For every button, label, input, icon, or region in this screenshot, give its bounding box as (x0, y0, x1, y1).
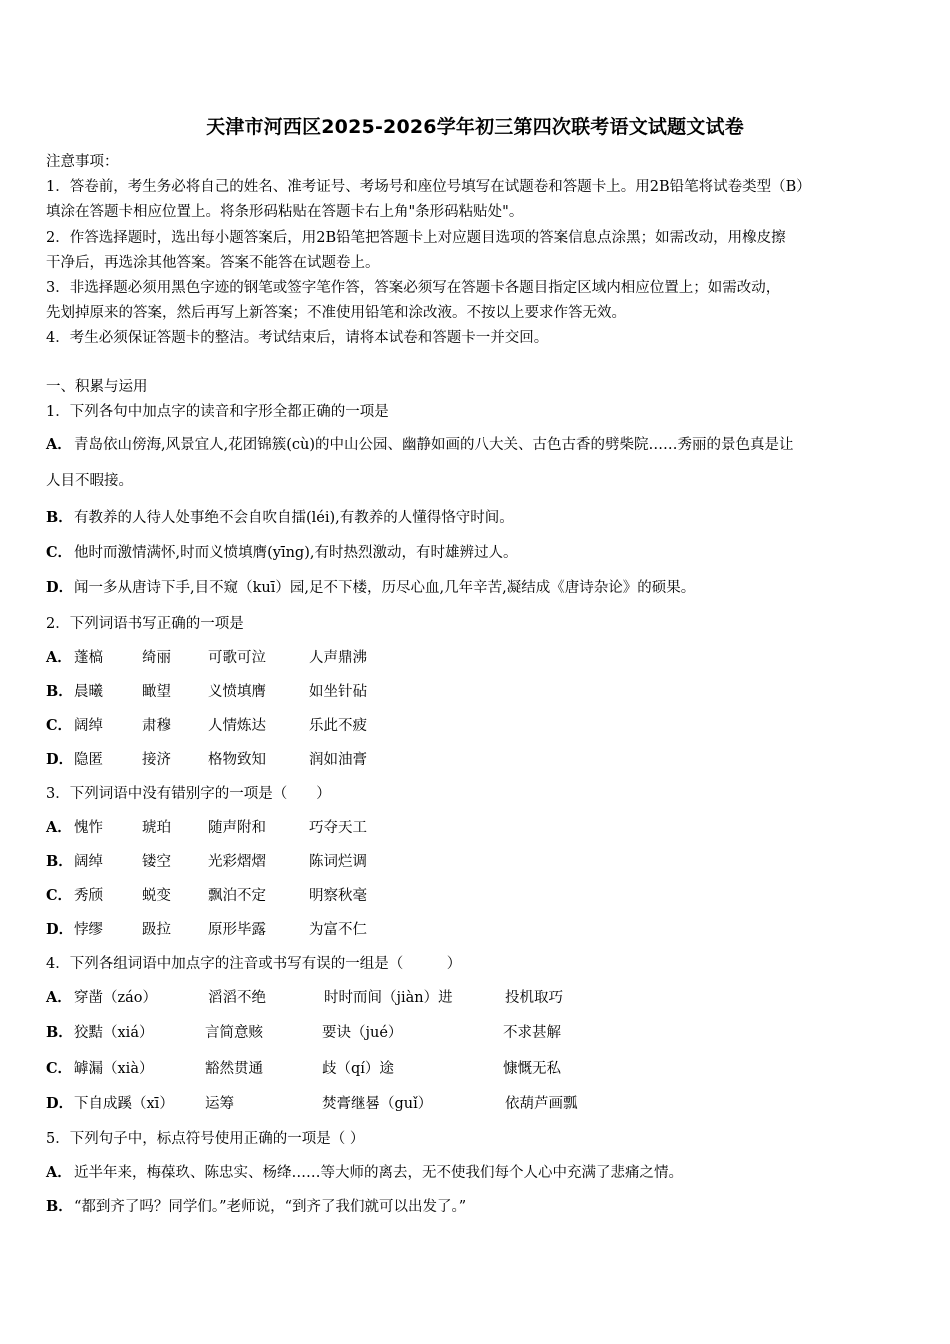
question-2-option-c (46, 716, 74, 736)
section-heading: 一、积累与运用 (46, 379, 148, 395)
notice-line: 4．考生必须保证答题卡的整洁。考试结束后，请将本试卷和答题卡一并交回。 (46, 330, 549, 346)
question-4-option-b (46, 1023, 74, 1043)
option-word: 歧（qí）途 (322, 1061, 394, 1077)
question-3-stem: 3．下列词语中没有错别字的一项是（ ） (46, 786, 331, 802)
question-3-option-b (46, 852, 74, 872)
option-label: B． (46, 683, 73, 700)
question-5-stem: 5．下列句子中，标点符号使用正确的一项是（ ） (46, 1131, 365, 1147)
option-word: 言简意赅 (205, 1025, 263, 1041)
option-label: D． (46, 921, 74, 938)
question-4-option-d (46, 1094, 74, 1114)
option-text: “都到齐了吗？同学们。”老师说，“到齐了我们就可以出发了。” (74, 1199, 467, 1215)
option-word: 悖缪 (74, 922, 103, 938)
question-1-option-c (46, 543, 517, 563)
option-word: 焚膏继晷（guǐ） (322, 1096, 433, 1112)
notice-heading: 注意事项： (46, 154, 119, 170)
notice-line: 2．作答选择题时，选出每小题答案后，用2B铅笔把答题卡上对应题目选项的答案信息点涂黑；如需改动，用橡皮擦 (46, 230, 786, 246)
option-word: 阔绰 (74, 718, 103, 734)
option-word: 琥珀 (142, 820, 171, 836)
option-label: B． (46, 1024, 73, 1041)
option-label: D． (46, 751, 74, 768)
option-label: A． (46, 1164, 72, 1181)
option-word: 隐匿 (74, 752, 103, 768)
option-label: A． (46, 649, 72, 666)
option-word: 格物致知 (208, 752, 266, 768)
option-label: D． (46, 1095, 74, 1112)
question-1-stem: 1．下列各句中加点字的读音和字形全都正确的一项是 (46, 404, 389, 420)
question-1-option-a (46, 435, 794, 455)
option-word: 蓬槁 (74, 650, 103, 666)
option-text: 近半年来，梅葆玖、陈忠实、杨绛……等大师的离去，无不使我们每个人心中充满了悲痛之情。 (74, 1165, 683, 1181)
option-word: 接济 (142, 752, 171, 768)
option-word: 肃穆 (142, 718, 171, 734)
option-word: 运筹 (205, 1096, 234, 1112)
option-word: 趿拉 (142, 922, 171, 938)
option-word: 光彩熠熠 (208, 854, 266, 870)
option-word: 愧怍 (74, 820, 103, 836)
question-2-option-b (46, 682, 74, 702)
option-word: 为富不仁 (309, 922, 367, 938)
option-label: B． (46, 853, 73, 870)
option-label: A． (46, 819, 72, 836)
option-word: 依葫芦画瓢 (505, 1096, 578, 1112)
option-label: C． (46, 544, 73, 561)
option-word: 狡黠（xiá） (74, 1025, 154, 1041)
notice-line: 填涂在答题卡相应位置上。将条形码粘贴在答题卡右上角"条形码粘贴处"。 (46, 204, 524, 220)
option-word: 投机取巧 (505, 990, 563, 1006)
option-label: D． (46, 579, 74, 596)
option-word: 滔滔不绝 (208, 990, 266, 1006)
option-word: 穿凿（záo） (74, 990, 158, 1006)
option-text: 青岛依山傍海,风景宜人,花团锦簇(cù)的中山公园、幽静如画的八大关、古色古香的劈柴院……秀丽的景色真是让 (74, 437, 794, 453)
option-word: 润如油膏 (309, 752, 367, 768)
notice-line: 先划掉原来的答案，然后再写上新答案；不准使用铅笔和涂改液。不按以上要求作答无效。 (46, 305, 626, 321)
question-3-option-c (46, 886, 74, 906)
notice-line: 3．非选择题必须用黑色字迹的钢笔或签字笔作答，答案必须写在答题卡各题目指定区域内相应位置上；如需改动， (46, 280, 781, 296)
notice-line: 1．答卷前，考生务必将自己的姓名、准考证号、考场号和座位号填写在试题卷和答题卡上。用2B铅笔将试卷类型（B） (46, 179, 811, 195)
option-word: 下自成蹊（xī） (74, 1096, 174, 1112)
option-word: 乐此不疲 (309, 718, 367, 734)
option-label: A． (46, 436, 72, 453)
option-text: 他时而激情满怀,时而义愤填膺(yīng),有时热烈激动，有时雄辨过人。 (74, 545, 518, 561)
option-word: 时时而间（jiàn）进 (324, 990, 453, 1006)
option-word: 豁然贯通 (205, 1061, 263, 1077)
option-word: 明察秋毫 (309, 888, 367, 904)
option-label: B． (46, 1198, 73, 1215)
option-text: 人目不暇接。 (46, 473, 133, 489)
question-2-stem: 2．下列词语书写正确的一项是 (46, 616, 244, 632)
question-1-option-b (46, 508, 514, 528)
notice-line: 干净后，再选涂其他答案。答案不能答在试题卷上。 (46, 255, 380, 271)
option-word: 不求甚解 (503, 1025, 561, 1041)
page-title: 天津市河西区2025-2026学年初三第四次联考语文试题文试卷 (206, 116, 744, 138)
option-word: 巧夺天工 (309, 820, 367, 836)
option-word: 罅漏（xià） (74, 1061, 154, 1077)
option-word: 如坐针砧 (309, 684, 367, 700)
option-word: 人声鼎沸 (309, 650, 367, 666)
option-word: 要诀（jué） (322, 1025, 403, 1041)
question-3-option-a (46, 818, 74, 838)
option-word: 随声附和 (208, 820, 266, 836)
option-word: 慷慨无私 (503, 1061, 561, 1077)
question-2-option-a (46, 648, 74, 668)
option-label: C． (46, 717, 73, 734)
option-label: A． (46, 989, 72, 1006)
option-label: B． (46, 509, 73, 526)
option-word: 蜕变 (142, 888, 171, 904)
question-3-option-d (46, 920, 74, 940)
option-word: 可歌可泣 (208, 650, 266, 666)
question-4-option-c (46, 1059, 74, 1079)
option-label: C． (46, 1060, 73, 1077)
option-text: 有教养的人待人处事绝不会自吹自擂(léi),有教养的人懂得恪守时间。 (74, 510, 514, 526)
option-word: 原形毕露 (208, 922, 266, 938)
option-word: 阔绰 (74, 854, 103, 870)
option-word: 义愤填膺 (208, 684, 266, 700)
option-word: 陈词烂调 (309, 854, 367, 870)
option-word: 瞰望 (142, 684, 171, 700)
question-1-option-d (46, 578, 695, 598)
question-4-stem: 4．下列各组词语中加点字的注音或书写有误的一组是（ ） (46, 956, 462, 972)
question-5-option-b (46, 1197, 466, 1217)
question-1-option-a-cont (46, 471, 133, 491)
option-word: 人情炼达 (208, 718, 266, 734)
option-word: 飘泊不定 (208, 888, 266, 904)
option-text: 闻一多从唐诗下手,目不窥（kuī）园,足不下楼，历尽心血,几年辛苦,凝结成《唐诗杂论》的硕果。 (74, 580, 696, 596)
option-label: C． (46, 887, 73, 904)
question-4-option-a (46, 988, 74, 1008)
option-word: 晨曦 (74, 684, 103, 700)
option-word: 秀颀 (74, 888, 103, 904)
option-word: 镂空 (142, 854, 171, 870)
question-2-option-d (46, 750, 74, 770)
question-5-option-a (46, 1163, 683, 1183)
option-word: 绮丽 (142, 650, 171, 666)
